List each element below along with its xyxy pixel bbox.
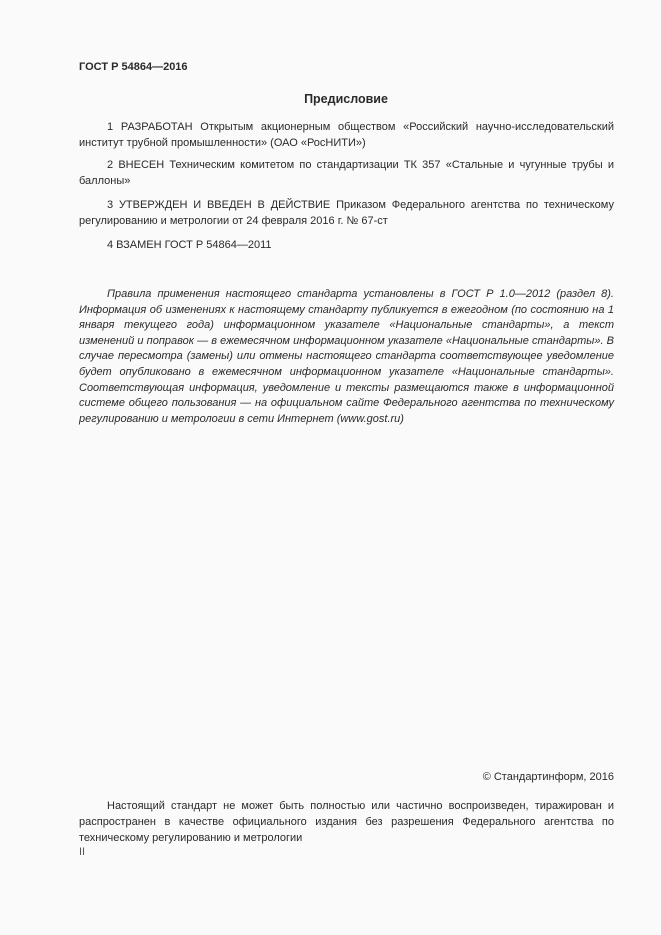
foreword-item-3 (79, 197, 614, 229)
foreword-item-1 (79, 119, 614, 151)
foreword-item-2 (79, 157, 614, 189)
page-number: II (79, 846, 86, 858)
rules-notice (79, 287, 614, 427)
foreword-item-text: 4 ВЗАМЕН ГОСТ Р 54864—2011 (107, 239, 272, 251)
foreword-item-text: 1 РАЗРАБОТАН Открытым акционерным обществом «Российский научно-исследовательский институт трубной промышленности» (ОАО «РосНИТИ») (79, 121, 614, 149)
copyright: © Стандартинформ, 2016 (482, 771, 614, 783)
reproduction-notice (79, 798, 614, 846)
rules-notice-text: Правила применения настоящего стандарта установлены в ГОСТ Р 1.0—2012 (раздел 8). Информация об изменениях к настоящему стандарту публикуется в ежегодном (по состоянию на 1 января текущего года) информационном указателе «Национальные стандарты», а текст изменений и поправок — в ежемесячном информационном указателе «Национальные стандарты». В случае пересмотра (замены) или отмены настоящего стандарта соответствующее уведомление будет опубликовано в ежемесячном информационном указателе «Национальные стандарты». Соответствующая информация, уведомление и тексты размещаются также в информационной системе общего пользования — на официальном сайте Федерального агентства по техническому регулированию и метрологии в сети Интернет (www.gost.ru) (79, 288, 614, 425)
foreword-item-text: 2 ВНЕСЕН Техническим комитетом по стандартизации ТК 357 «Стальные и чугунные трубы и баллоны» (79, 159, 614, 187)
section-title: Предисловие (304, 92, 388, 106)
foreword-item-4 (79, 237, 614, 253)
document-code: ГОСТ Р 54864—2016 (79, 61, 188, 73)
foreword-item-text: 3 УТВЕРЖДЕН И ВВЕДЕН В ДЕЙСТВИЕ Приказом Федерального агентства по техническому регулированию и метрологии от 24 февраля 2016 г. № 67-ст (79, 199, 614, 227)
reproduction-notice-text: Настоящий стандарт не может быть полностью или частично воспроизведен, тиражирован и распространен в качестве официального издания без разрешения Федерального агентства по техническому регулированию и метрологии (79, 800, 614, 844)
